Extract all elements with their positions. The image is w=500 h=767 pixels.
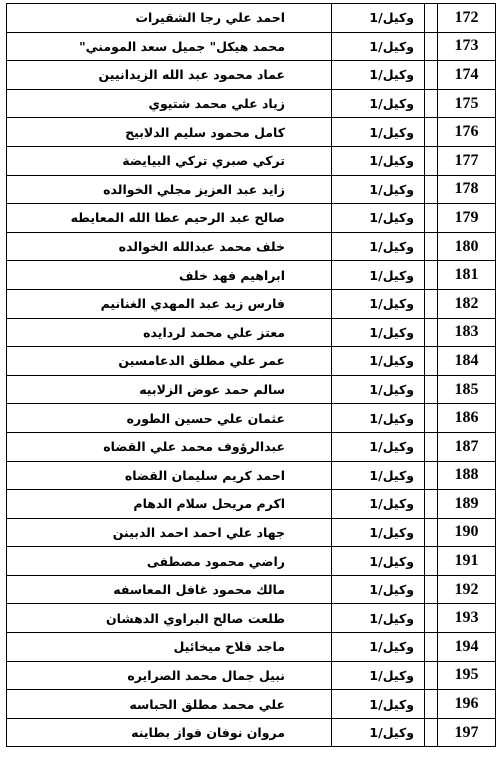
rank-cell: وكيل/1 xyxy=(332,89,425,118)
name-cell: زياد علي محمد شتيوي xyxy=(7,89,332,118)
name-cell: عمر علي مطلق الدعامسين xyxy=(7,347,332,376)
table-row xyxy=(7,118,496,147)
spacer-cell xyxy=(425,118,438,147)
row-number-cell: 192 xyxy=(438,575,496,604)
table-row xyxy=(7,4,496,33)
name-cell: علي محمد مطلق الحباسه xyxy=(7,690,332,719)
table-row xyxy=(7,547,496,576)
row-number-cell: 173 xyxy=(438,32,496,61)
row-number-cell: 193 xyxy=(438,604,496,633)
name-cell: خلف محمد عبدالله الخوالده xyxy=(7,232,332,261)
table-row xyxy=(7,347,496,376)
rank-cell: وكيل/1 xyxy=(332,633,425,662)
name-cell: معتز علي محمد لردايده xyxy=(7,318,332,347)
table-row xyxy=(7,461,496,490)
name-cell: زايد عبد العزيز مجلي الخوالده xyxy=(7,175,332,204)
spacer-cell xyxy=(425,261,438,290)
name-cell: مروان نوفان فواز بطاينه xyxy=(7,718,332,747)
spacer-cell xyxy=(425,347,438,376)
table-row xyxy=(7,204,496,233)
row-number-cell: 177 xyxy=(438,146,496,175)
rank-cell: وكيل/1 xyxy=(332,261,425,290)
rank-cell: وكيل/1 xyxy=(332,289,425,318)
table-row xyxy=(7,661,496,690)
row-number-cell: 172 xyxy=(438,4,496,33)
row-number-cell: 194 xyxy=(438,633,496,662)
table-row xyxy=(7,718,496,747)
rank-cell: وكيل/1 xyxy=(332,118,425,147)
name-cell: صالح عبد الرحيم عطا الله المعايطه xyxy=(7,204,332,233)
rank-cell: وكيل/1 xyxy=(332,61,425,90)
spacer-cell xyxy=(425,490,438,519)
table-row xyxy=(7,404,496,433)
row-number-cell: 180 xyxy=(438,232,496,261)
table-row xyxy=(7,575,496,604)
table-row xyxy=(7,318,496,347)
rank-cell: وكيل/1 xyxy=(332,375,425,404)
spacer-cell xyxy=(425,661,438,690)
rank-cell: وكيل/1 xyxy=(332,175,425,204)
table-row xyxy=(7,375,496,404)
rank-cell: وكيل/1 xyxy=(332,32,425,61)
spacer-cell xyxy=(425,175,438,204)
row-number-cell: 188 xyxy=(438,461,496,490)
name-cell: عماد محمود عبد الله الزيدانيين xyxy=(7,61,332,90)
spacer-cell xyxy=(425,289,438,318)
spacer-cell xyxy=(425,518,438,547)
rank-cell: وكيل/1 xyxy=(332,690,425,719)
rank-cell: وكيل/1 xyxy=(332,661,425,690)
name-cell: جهاد علي احمد احمد الدبينن xyxy=(7,518,332,547)
row-number-cell: 174 xyxy=(438,61,496,90)
spacer-cell xyxy=(425,32,438,61)
spacer-cell xyxy=(425,4,438,33)
name-cell: نبيل جمال محمد الصرايره xyxy=(7,661,332,690)
name-cell: سالم حمد عوض الزلابيه xyxy=(7,375,332,404)
rank-cell: وكيل/1 xyxy=(332,547,425,576)
spacer-cell xyxy=(425,89,438,118)
name-cell: ابراهيم فهد خلف xyxy=(7,261,332,290)
spacer-cell xyxy=(425,375,438,404)
name-cell: راضي محمود مصطفى xyxy=(7,547,332,576)
row-number-cell: 190 xyxy=(438,518,496,547)
rank-cell: وكيل/1 xyxy=(332,432,425,461)
name-cell: فارس زيد عبد المهدي الغنانيم xyxy=(7,289,332,318)
row-number-cell: 179 xyxy=(438,204,496,233)
rank-cell: وكيل/1 xyxy=(332,604,425,633)
table-row xyxy=(7,61,496,90)
table-row xyxy=(7,261,496,290)
rank-cell: وكيل/1 xyxy=(332,575,425,604)
row-number-cell: 176 xyxy=(438,118,496,147)
spacer-cell xyxy=(425,432,438,461)
spacer-cell xyxy=(425,690,438,719)
name-cell: تركي صبري تركي البيايضة xyxy=(7,146,332,175)
table-row xyxy=(7,146,496,175)
personnel-table-body xyxy=(7,4,496,747)
table-row xyxy=(7,518,496,547)
spacer-cell xyxy=(425,318,438,347)
spacer-cell xyxy=(425,204,438,233)
personnel-table xyxy=(6,3,496,747)
spacer-cell xyxy=(425,604,438,633)
row-number-cell: 195 xyxy=(438,661,496,690)
rank-cell: وكيل/1 xyxy=(332,518,425,547)
name-cell: ماجد فلاح ميخائيل xyxy=(7,633,332,662)
table-row xyxy=(7,232,496,261)
spacer-cell xyxy=(425,575,438,604)
name-cell: مالك محمود غافل المعاسفه xyxy=(7,575,332,604)
table-row xyxy=(7,633,496,662)
rank-cell: وكيل/1 xyxy=(332,146,425,175)
name-cell: عبدالرؤوف محمد علي القضاه xyxy=(7,432,332,461)
row-number-cell: 185 xyxy=(438,375,496,404)
name-cell: محمد هيكل" جميل سعد المومني" xyxy=(7,32,332,61)
rank-cell: وكيل/1 xyxy=(332,718,425,747)
table-row xyxy=(7,32,496,61)
spacer-cell xyxy=(425,633,438,662)
rank-cell: وكيل/1 xyxy=(332,347,425,376)
rank-cell: وكيل/1 xyxy=(332,318,425,347)
row-number-cell: 196 xyxy=(438,690,496,719)
spacer-cell xyxy=(425,404,438,433)
spacer-cell xyxy=(425,461,438,490)
spacer-cell xyxy=(425,61,438,90)
row-number-cell: 182 xyxy=(438,289,496,318)
rank-cell: وكيل/1 xyxy=(332,232,425,261)
table-row xyxy=(7,432,496,461)
row-number-cell: 183 xyxy=(438,318,496,347)
rank-cell: وكيل/1 xyxy=(332,4,425,33)
spacer-cell xyxy=(425,146,438,175)
name-cell: عثمان علي حسين الطوره xyxy=(7,404,332,433)
name-cell: احمد علي رجا الشقيرات xyxy=(7,4,332,33)
table-row xyxy=(7,604,496,633)
spacer-cell xyxy=(425,232,438,261)
row-number-cell: 189 xyxy=(438,490,496,519)
name-cell: احمد كريم سليمان القضاه xyxy=(7,461,332,490)
table-row xyxy=(7,690,496,719)
name-cell: اكرم مريحل سلام الدهام xyxy=(7,490,332,519)
row-number-cell: 191 xyxy=(438,547,496,576)
rank-cell: وكيل/1 xyxy=(332,490,425,519)
row-number-cell: 181 xyxy=(438,261,496,290)
rank-cell: وكيل/1 xyxy=(332,461,425,490)
table-row xyxy=(7,289,496,318)
row-number-cell: 187 xyxy=(438,432,496,461)
row-number-cell: 178 xyxy=(438,175,496,204)
table-row xyxy=(7,490,496,519)
table-row xyxy=(7,175,496,204)
rank-cell: وكيل/1 xyxy=(332,404,425,433)
table-row xyxy=(7,89,496,118)
rank-cell: وكيل/1 xyxy=(332,204,425,233)
name-cell: طلعت صالح البراوي الدهشان xyxy=(7,604,332,633)
row-number-cell: 186 xyxy=(438,404,496,433)
spacer-cell xyxy=(425,718,438,747)
row-number-cell: 184 xyxy=(438,347,496,376)
row-number-cell: 197 xyxy=(438,718,496,747)
name-cell: كامل محمود سليم الدلابيح xyxy=(7,118,332,147)
row-number-cell: 175 xyxy=(438,89,496,118)
spacer-cell xyxy=(425,547,438,576)
